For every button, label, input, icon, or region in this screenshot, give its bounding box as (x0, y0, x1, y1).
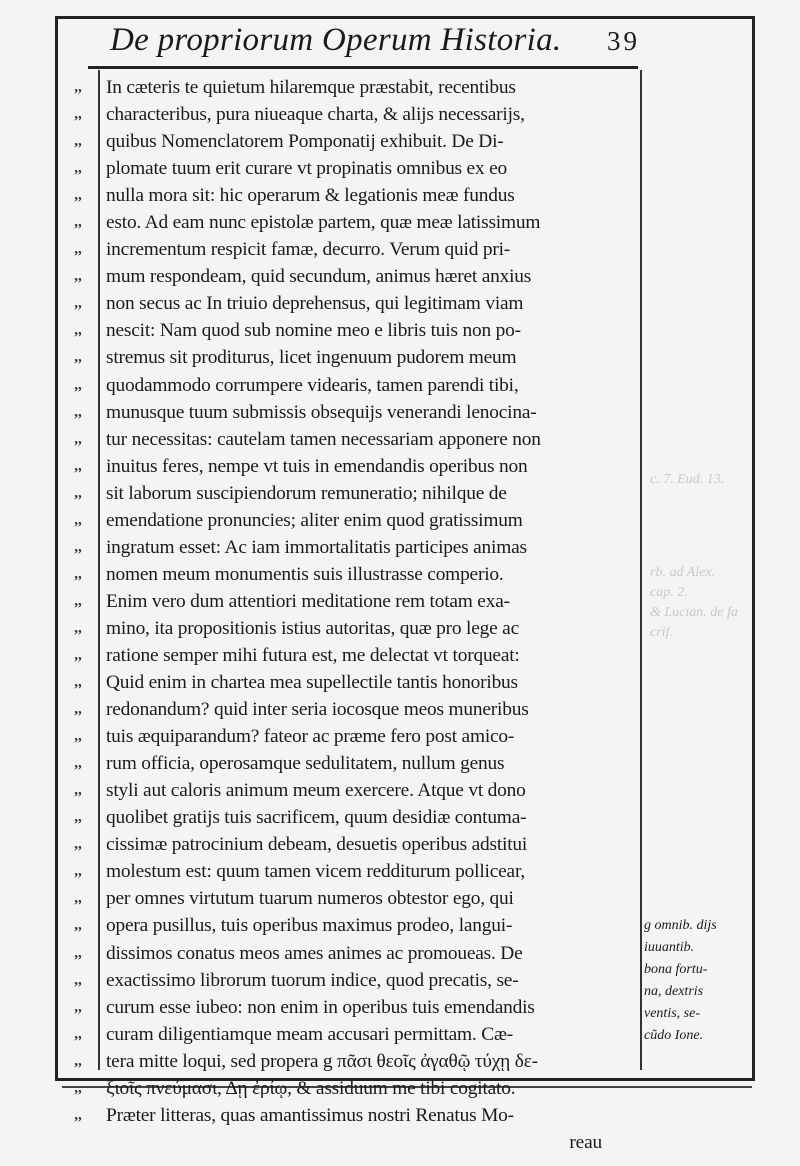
margin-note-line: ventis, se- (644, 1006, 700, 1021)
quotation-mark: ,, (74, 809, 82, 826)
text-line: tera mitte loqui, sed propera g πᾶσι θεοῖς ἀγαθῷ τύχῃ δε- (106, 1050, 538, 1072)
text-line: incrementum respicit famæ, decurro. Verum quid pri- (106, 239, 511, 261)
quotation-mark: ,, (74, 592, 82, 609)
quotation-mark: ,, (74, 755, 82, 772)
text-line: ξιοῖς πνεύμασι, Δῃ ἐρίῳ, & assiduum me tibi cogitato. (106, 1077, 516, 1099)
quotation-mark: ,, (74, 1052, 82, 1069)
text-line: tur necessitas: cautelam tamen necessariam apponere non (106, 428, 541, 450)
quotation-mark: ,, (74, 160, 82, 177)
text-line: quodammodo corrumpere videaris, tamen parendi tibi, (106, 374, 519, 396)
bleed-through-line: rb. ad Alex. (650, 565, 716, 580)
text-line: In cæteris te quietum hilaremque præstabit, recentibus (106, 77, 516, 98)
text-line: inuitus feres, nempe vt tuis in emendandis operibus non (106, 455, 528, 477)
quotation-marks-column (58, 74, 98, 1129)
margin-note (644, 916, 754, 1048)
text-line: munusque tuum submissis obsequijs venerandi lenocina- (106, 401, 537, 423)
text-line: curam diligentiamque meam accusari permittam. Cæ- (106, 1023, 513, 1045)
quotation-mark: ,, (74, 944, 82, 961)
quotation-mark: ,, (74, 484, 82, 501)
text-line: stremus sit proditurus, licet ingenuum pudorem meum (106, 347, 517, 369)
text-line: plomate tuum erit curare vt propinatis omnibus ex eo (106, 158, 508, 180)
text-line: quolibet gratijs tuis sacrificem, quum desidiæ contuma- (106, 807, 527, 829)
margin-note-line: cũdo Ione. (644, 1028, 704, 1043)
text-line: cissimæ patrocinium debeam, desuetis operibus adstitui (106, 834, 528, 856)
quotation-mark: ,, (74, 79, 82, 95)
quotation-mark: ,, (74, 268, 82, 285)
quotation-mark: ,, (74, 1106, 82, 1123)
quotation-mark: ,, (74, 728, 82, 745)
margin-note-line: na, dextris (644, 984, 704, 999)
text-line: nulla mora sit: hic operarum & legationis meæ fundus (106, 185, 515, 207)
text-line: emendatione pronuncies; aliter enim quod gratissimum (106, 509, 523, 531)
text-line: curum esse iubeo: non enim in operibus tuis emendandis (106, 996, 535, 1018)
text-line: characteribus, pura niueaque charta, & alijs necessarijs, (106, 104, 525, 126)
quotation-mark: ,, (74, 890, 82, 907)
quotation-mark: ,, (74, 322, 82, 339)
text-line: Enim vero dum attentiori meditatione rem totam exa- (106, 590, 510, 612)
margin-note-line: iuuantib. (644, 940, 695, 955)
text-line: tuis æquiparandum? fateor ac præme fero post amico- (106, 726, 515, 748)
text-line: quibus Nomenclatorem Pomponatij exhibuit. De Di- (106, 131, 504, 153)
body-text (106, 74, 632, 1156)
bleed-through-line: & Lucian. de fa (650, 605, 738, 620)
running-title: De propriorum Operum Historia. (110, 22, 562, 58)
quotation-mark: ,, (74, 619, 82, 636)
quotation-mark: ,, (74, 214, 82, 231)
text-line: ratione semper mihi futura est, me delectat vt torqueat: (106, 644, 520, 666)
text-line: styli aut caloris animum meum exercere. Atque vt dono (106, 780, 526, 802)
quotation-mark: ,, (74, 403, 82, 420)
text-line: opera pusillus, tuis operibus maximus prodeo, langui- (106, 915, 513, 937)
catchword: reau (569, 1131, 602, 1153)
header-rule (88, 66, 638, 69)
bleed-through-line: cap. 2. (650, 585, 688, 600)
bleed-through-line: crif. (650, 625, 673, 640)
quotation-mark: ,, (74, 998, 82, 1015)
text-line: per omnes virtutum tuarum numeros obtestor ego, qui (106, 888, 514, 910)
quotation-mark: ,, (74, 295, 82, 312)
text-line: molestum est: quum tamen vicem redditurum pollicear, (106, 861, 526, 883)
page-number: 39 (607, 26, 640, 56)
text-line: nescit: Nam quod sub nomine meo e libris tuis non po- (106, 320, 521, 342)
quotation-mark: ,, (74, 701, 82, 718)
quotation-mark: ,, (74, 457, 82, 474)
margin-note-line: bona fortu- (644, 962, 708, 977)
text-line: Quid enim in chartea mea supellectile tantis honoribus (106, 672, 518, 694)
text-line: rum officia, operosamque sedulitatem, nullum genus (106, 753, 505, 775)
text-line: redonandum? quid inter seria iocosque meos muneribus (106, 699, 529, 721)
quotation-mark: ,, (74, 1025, 82, 1042)
text-line: exactissimo librorum tuorum indice, quod precatis, se- (106, 969, 519, 991)
quotation-mark: ,, (74, 376, 82, 393)
text-line: non secus ac In triuio deprehensus, qui legitimam viam (106, 293, 524, 315)
text-line: mino, ita propositionis istius autoritas, quæ pro lege ac (106, 617, 519, 639)
frame-top-rule (55, 16, 755, 19)
quotation-mark: ,, (74, 1079, 82, 1096)
margin-note-line: g omnib. dijs (644, 918, 717, 933)
text-line: esto. Ad eam nunc epistolæ partem, quæ meæ latissimum (106, 212, 541, 234)
quotation-mark: ,, (74, 836, 82, 853)
quotation-mark: ,, (74, 971, 82, 988)
quotation-mark: ,, (74, 430, 82, 447)
quotation-mark: ,, (74, 106, 82, 123)
text-line: dissimos conatus meos ames animes ac promoueas. De (106, 942, 523, 964)
quotation-mark: ,, (74, 646, 82, 663)
quotation-mark: ,, (74, 349, 82, 366)
quotation-mark: ,, (74, 187, 82, 204)
quotation-mark: ,, (74, 241, 82, 258)
quotation-mark: ,, (74, 511, 82, 528)
quotation-mark: ,, (74, 538, 82, 555)
text-line: ingratum esset: Ac iam immortalitatis participes animas (106, 536, 527, 558)
text-line: sit laborum suscipiendorum remuneratio; nihilque de (106, 482, 507, 504)
bleed-through-top (650, 470, 724, 490)
text-line: Præter litteras, quas amantissimus nostri Renatus Mo- (106, 1104, 514, 1126)
bleed-through-middle (650, 563, 738, 643)
quotation-mark: ,, (74, 133, 82, 150)
text-line: mum respondeam, quid secundum, animus hæret anxius (106, 266, 532, 288)
bleed-through-line: c. 7. Eud. 13. (650, 472, 725, 487)
quotation-mark: ,, (74, 863, 82, 880)
quotation-mark: ,, (74, 782, 82, 799)
quotation-mark: ,, (74, 674, 82, 691)
quotation-mark: ,, (74, 917, 82, 934)
quotation-mark: ,, (74, 565, 82, 582)
page-header (110, 22, 640, 62)
text-line: nomen meum monumentis suis illustrasse comperio. (106, 563, 504, 585)
